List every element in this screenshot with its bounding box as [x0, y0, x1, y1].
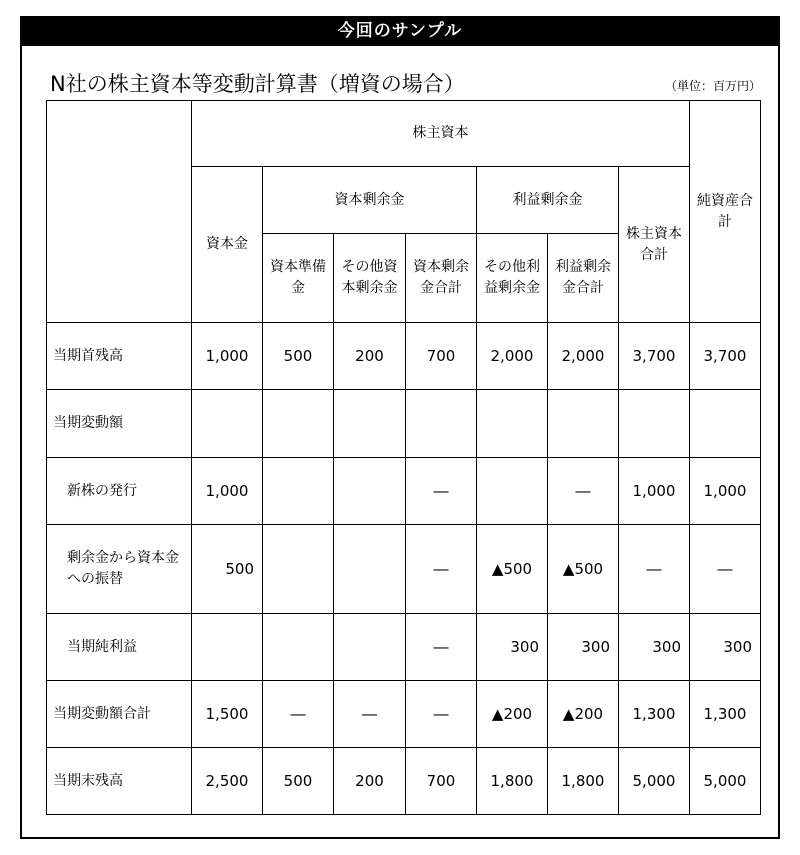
table-row [47, 525, 761, 614]
table-cell: 300 [548, 614, 619, 681]
table-cell: ― [619, 525, 690, 614]
table-cell: 1,300 [690, 681, 761, 748]
row-label-text: 剰余金から資本金への振替 [67, 550, 179, 587]
table-cell: 5,000 [690, 748, 761, 815]
table-cell: 1,000 [192, 323, 263, 390]
header-capital-stock: 資本金 [192, 167, 263, 323]
header-capital-reserve-text: 資本準備金 [270, 259, 326, 296]
header-capital-surplus: 資本剰余金 [263, 167, 477, 234]
table-cell [334, 458, 406, 525]
table-cell: ▲200 [477, 681, 548, 748]
corner-cell [47, 101, 192, 323]
header-other-capital-surplus-text: その他資本剰余金 [341, 259, 398, 296]
table-cell [619, 390, 690, 458]
table-cell [477, 458, 548, 525]
table-cell: ▲500 [477, 525, 548, 614]
table-cell: 2,000 [548, 323, 619, 390]
table-cell: 700 [406, 323, 477, 390]
table-cell: 300 [690, 614, 761, 681]
table-cell [192, 390, 263, 458]
header-shareholders-equity-total [619, 167, 690, 323]
table-row [47, 390, 761, 458]
table-cell: 500 [192, 525, 263, 614]
table-cell: 5,000 [619, 748, 690, 815]
table-cell: 500 [263, 748, 334, 815]
row-label: 当期変動額合計 [47, 681, 192, 748]
table-cell: 1,500 [192, 681, 263, 748]
table-cell: 700 [406, 748, 477, 815]
table-cell [406, 390, 477, 458]
table-cell: 500 [263, 323, 334, 390]
table-row [47, 748, 761, 815]
table-cell: 2,000 [477, 323, 548, 390]
table-cell [690, 390, 761, 458]
table-row [47, 458, 761, 525]
table-cell [334, 614, 406, 681]
table-cell [477, 390, 548, 458]
unit-label: （単位：百万円） [665, 79, 762, 93]
table-cell: 1,000 [619, 458, 690, 525]
table-cell: ― [406, 681, 477, 748]
row-label: 当期純利益 [47, 614, 192, 681]
header-other-capital-surplus [334, 234, 406, 323]
table-cell: ― [690, 525, 761, 614]
table-cell: 1,800 [477, 748, 548, 815]
row-label: 当期変動額 [47, 390, 192, 458]
row-label: 当期首残高 [47, 323, 192, 390]
header-capital-reserve [263, 234, 334, 323]
table-cell: ― [406, 525, 477, 614]
document-title: N社の株主資本等変動計算書（増資の場合） [50, 72, 465, 96]
table-cell: 1,000 [192, 458, 263, 525]
header-capital-surplus-total [406, 234, 477, 323]
table-cell: 1,800 [548, 748, 619, 815]
header-shareholders-equity-total-text: 株主資本合計 [626, 225, 682, 263]
row-label: 当期末残高 [47, 748, 192, 815]
table-cell: 200 [334, 748, 406, 815]
table-cell: 3,700 [690, 323, 761, 390]
table-cell: ― [263, 681, 334, 748]
header-net-assets-total [690, 101, 761, 323]
header-net-assets-total-text: 純資産合計 [697, 192, 753, 230]
row-label: 新株の発行 [47, 458, 192, 525]
table-cell: 1,300 [619, 681, 690, 748]
table-cell: ― [406, 458, 477, 525]
table-cell [334, 525, 406, 614]
table-cell [263, 390, 334, 458]
table-cell [334, 390, 406, 458]
table-row [47, 681, 761, 748]
table-cell: 200 [334, 323, 406, 390]
table-row [47, 614, 761, 681]
table-cell: ▲500 [548, 525, 619, 614]
table-cell [263, 614, 334, 681]
header-capital-surplus-total-text: 資本剰余金合計 [413, 259, 469, 296]
table-cell: ― [334, 681, 406, 748]
table-cell: 3,700 [619, 323, 690, 390]
header-shareholders-equity: 株主資本 [192, 101, 690, 167]
header-retained-earnings-total-text: 利益剰余金合計 [555, 259, 611, 296]
table-cell [263, 525, 334, 614]
header-retained-earnings: 利益剰余金 [477, 167, 619, 234]
table-cell: ― [406, 614, 477, 681]
table-cell [192, 614, 263, 681]
table-cell: 1,000 [690, 458, 761, 525]
header-other-retained-earnings [477, 234, 548, 323]
banner-title: 今回のサンプル [20, 16, 780, 46]
equity-change-statement-table [46, 100, 761, 815]
table-cell: 300 [619, 614, 690, 681]
table-cell: ― [548, 458, 619, 525]
row-label [47, 525, 192, 614]
table-cell: 2,500 [192, 748, 263, 815]
table-row [47, 323, 761, 390]
table-cell: 300 [477, 614, 548, 681]
header-other-retained-earnings-text: その他利益剰余金 [484, 259, 540, 296]
header-retained-earnings-total [548, 234, 619, 323]
table-cell: ▲200 [548, 681, 619, 748]
table-cell [263, 458, 334, 525]
table-cell [548, 390, 619, 458]
